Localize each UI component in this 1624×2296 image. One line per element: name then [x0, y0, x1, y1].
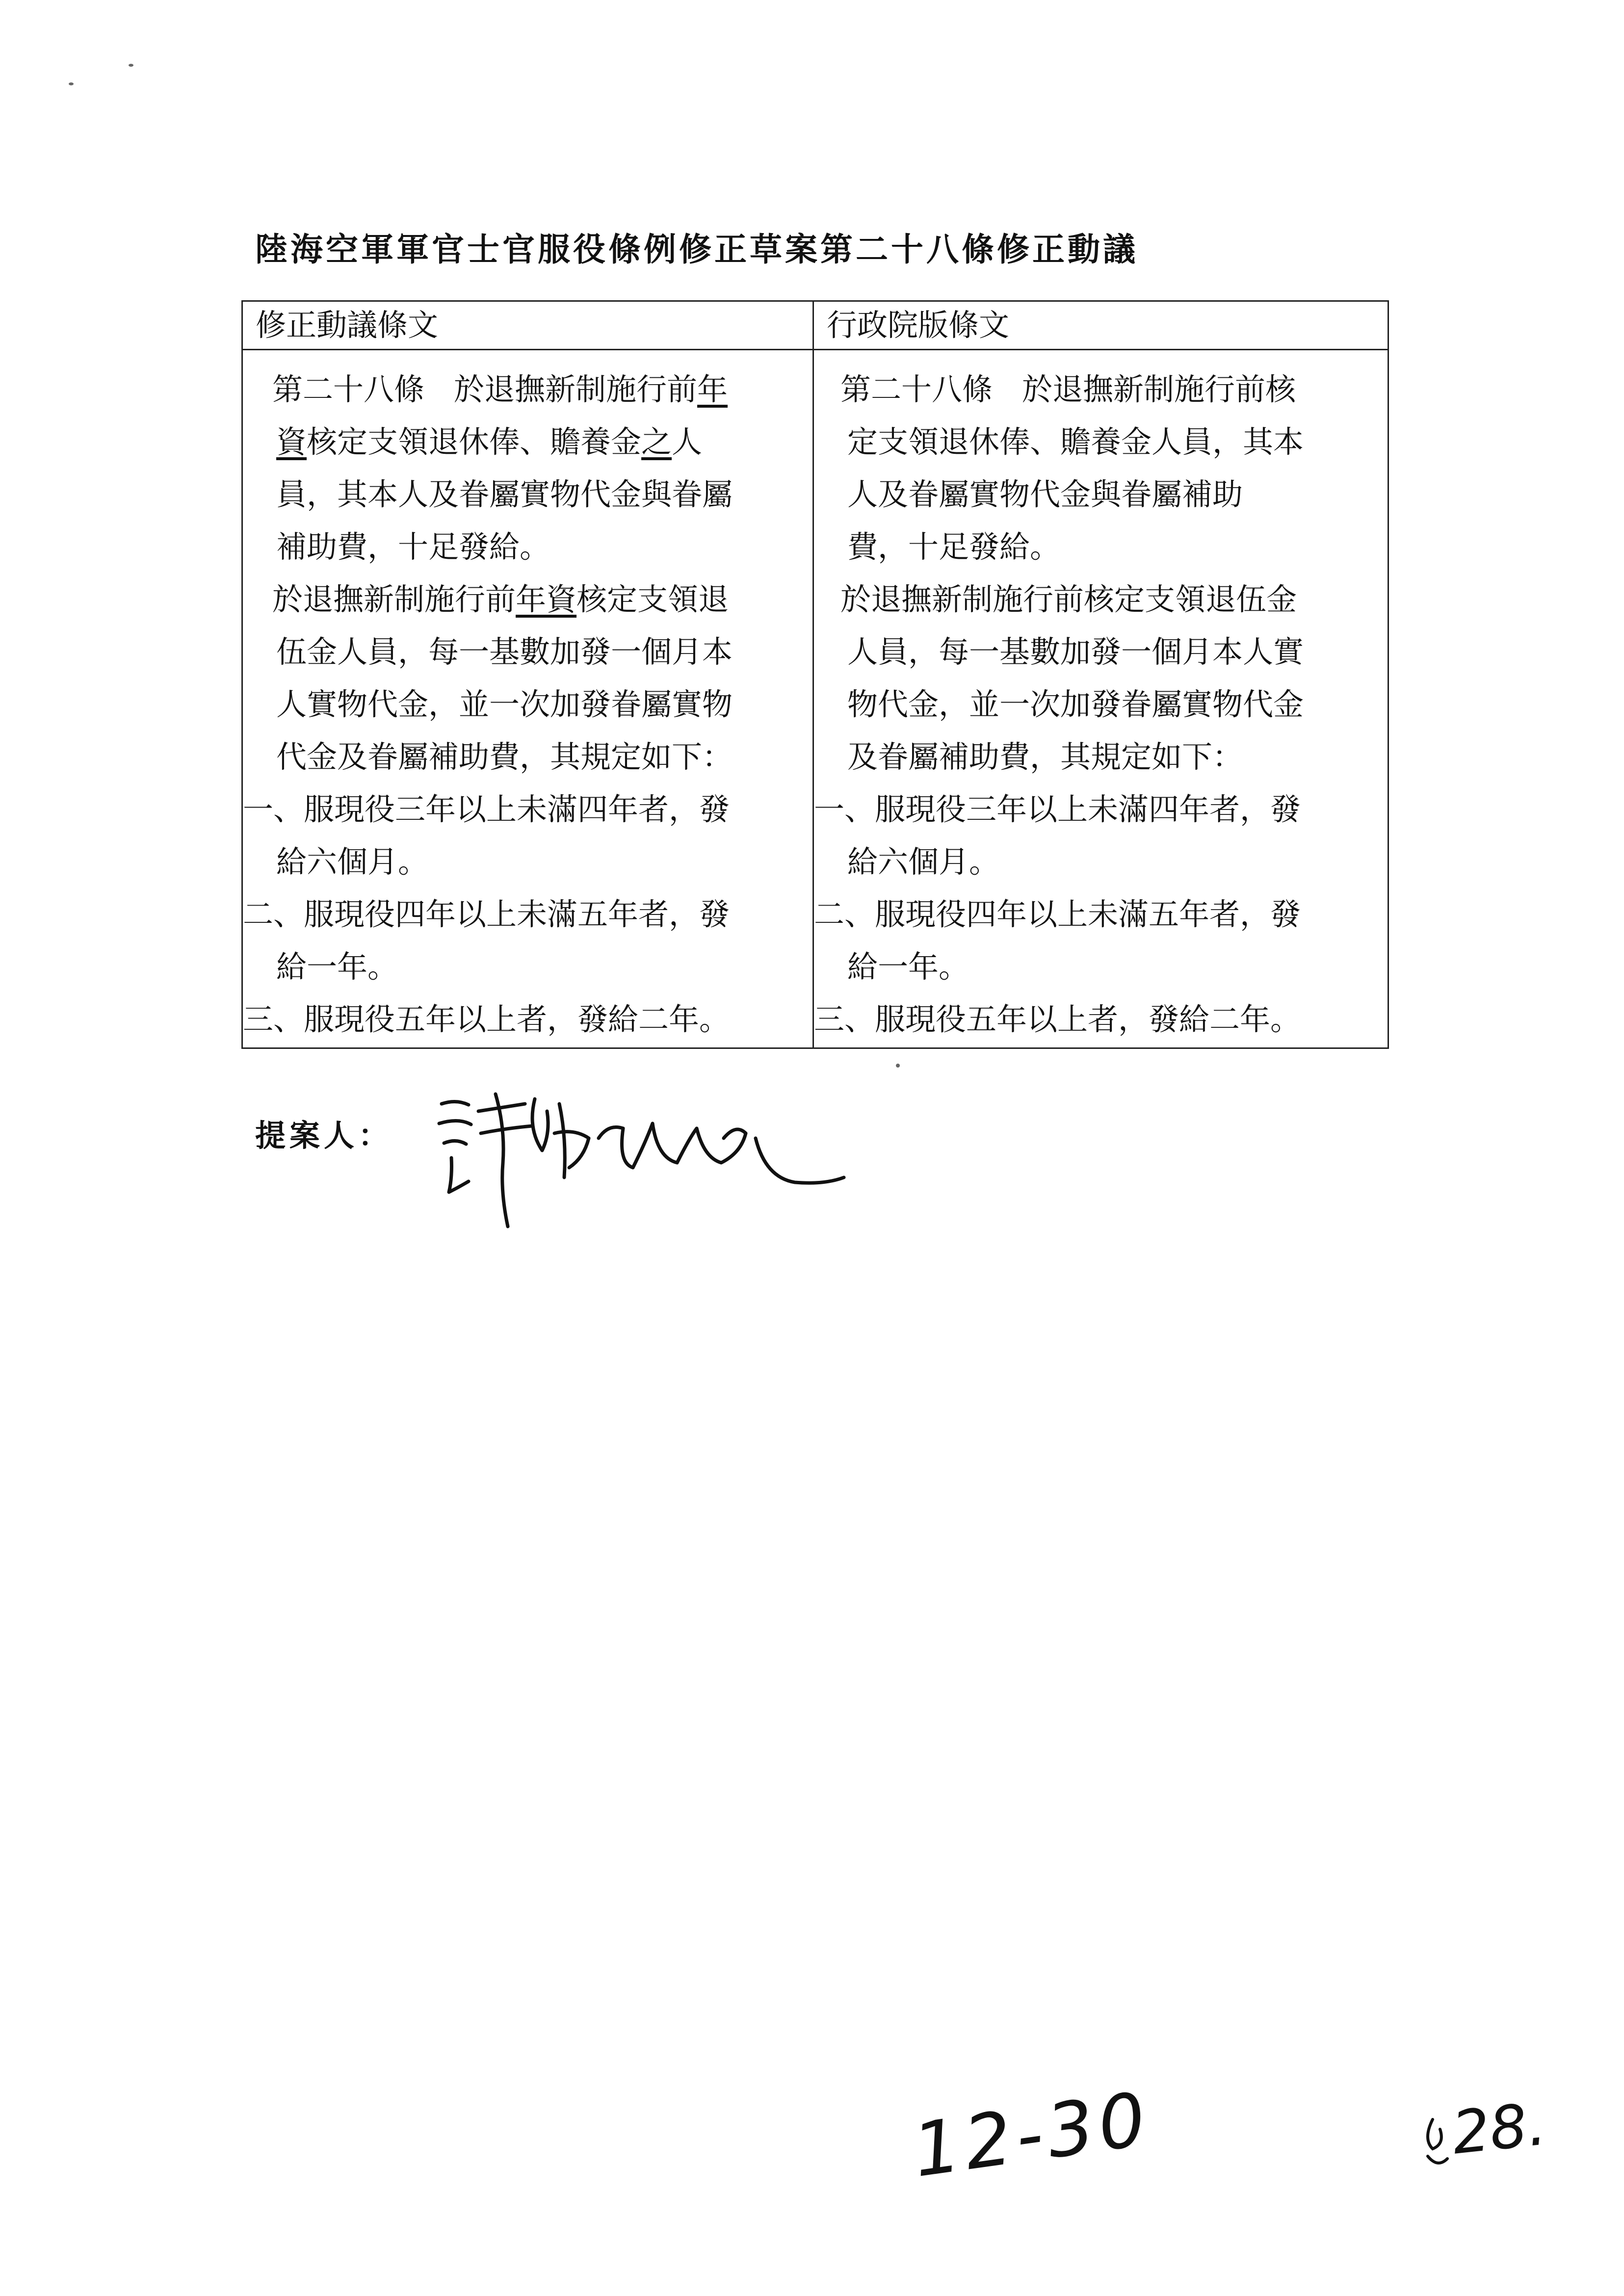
clause-text: 二、服現役四年以上未滿五年者，發: [243, 896, 730, 932]
clause-text: 費，十足發給。: [847, 529, 1061, 565]
clause-text: 給六個月。: [847, 844, 1000, 880]
clause-text: 一、服現役三年以上未滿四年者，發: [814, 791, 1301, 827]
clause-line: [814, 626, 1388, 678]
clause-text: 核定支領退: [576, 581, 729, 617]
comparison-table: [241, 300, 1389, 1049]
clause-line: [814, 993, 1388, 1045]
clause-text: 及眷屬補助費，其規定如下：: [847, 739, 1243, 775]
clause-line: [243, 888, 812, 940]
clause-line: [814, 468, 1388, 521]
clause-line: [814, 521, 1388, 573]
clause-text: 員，其本人及眷屬實物代金與眷屬: [276, 476, 733, 512]
clause-text: 給一年。: [276, 949, 398, 985]
clause-text: 三、服現役五年以上者，發給二年。: [243, 1001, 730, 1037]
clause-text: 二、服現役四年以上未滿五年者，發: [814, 896, 1301, 932]
motion-text-cell: [242, 350, 813, 1048]
handwritten-signature: [422, 1065, 864, 1253]
executive-text-cell: [813, 350, 1388, 1048]
scan-speck: [69, 82, 74, 85]
table-header-row: [242, 301, 1388, 350]
clause-line: [814, 888, 1388, 940]
clause-line: [814, 678, 1388, 731]
clause-line: [814, 573, 1388, 626]
clause-text: 補助費，十足發給。: [276, 529, 550, 565]
clause-text: 於退撫新制施行前核: [1022, 371, 1296, 407]
clause-text: 第二十八條: [272, 371, 425, 407]
underlined-text: 年: [697, 371, 728, 407]
clause-text: 人及眷屬實物代金與眷屬補助: [847, 476, 1243, 512]
clause-text: 物代金，並一次加發眷屬實物代金: [847, 686, 1304, 722]
clause-line: [814, 731, 1388, 783]
scan-speck: [129, 64, 133, 67]
clause-line: [243, 678, 812, 731]
clause-line: [814, 783, 1388, 835]
column-header-executive: 行政院版條文: [813, 301, 1388, 350]
clause-text: 人員，每一基數加發一個月本人實: [847, 634, 1304, 670]
clause-line: [814, 416, 1388, 468]
clause-text: 第二十八條: [840, 371, 993, 407]
clause-text: 三、服現役五年以上者，發給二年。: [814, 1001, 1301, 1037]
handwritten-page-number: 28.: [1449, 2090, 1549, 2168]
clause-line: [243, 626, 812, 678]
clause-line: [243, 573, 812, 626]
page-title: 陸海空軍軍官士官服役條例修正草案第二十八條修正動議: [255, 231, 1138, 268]
clause-text: 於退撫新制施行前核定支領退伍金: [840, 581, 1297, 617]
clause-text: 伍金人員，每一基數加發一個月本: [276, 634, 733, 670]
scan-speck: [896, 1064, 900, 1068]
handwritten-date: 12-30: [908, 2076, 1156, 2194]
table-row: [242, 350, 1388, 1048]
clause-line: [243, 416, 812, 468]
clause-line: [243, 521, 812, 573]
clause-line: [243, 993, 812, 1045]
underlined-text: 資: [276, 424, 307, 460]
signature-drawing: [422, 1065, 864, 1251]
underlined-text: 年資: [516, 581, 577, 617]
clause-line: [814, 363, 1388, 416]
clause-line: [243, 731, 812, 783]
proposer-label: 提案人：: [255, 1118, 393, 1153]
clause-text: 核定支領退休俸、贍養金: [307, 424, 642, 460]
column-header-motion: 修正動議條文: [242, 301, 813, 350]
clause-text: 給一年。: [847, 949, 969, 985]
clause-text: 人: [672, 424, 703, 460]
clause-line: [243, 363, 812, 416]
clause-text: 於退撫新制施行前: [272, 581, 516, 617]
clause-line: [243, 940, 812, 993]
clause-line: [243, 468, 812, 521]
clause-line: [243, 783, 812, 835]
clause-text: 人實物代金，並一次加發眷屬實物: [276, 686, 733, 722]
underlined-text: 之: [641, 424, 672, 460]
clause-line: [814, 940, 1388, 993]
clause-text: 定支領退休俸、贍養金人員，其本: [847, 424, 1304, 460]
clause-text: 代金及眷屬補助費，其規定如下：: [276, 739, 733, 775]
clause-text: 一、服現役三年以上未滿四年者，發: [243, 791, 730, 827]
clause-text: 給六個月。: [276, 844, 429, 880]
clause-line: [814, 835, 1388, 888]
clause-line: [243, 835, 812, 888]
clause-text: 於退撫新制施行前: [454, 371, 698, 407]
